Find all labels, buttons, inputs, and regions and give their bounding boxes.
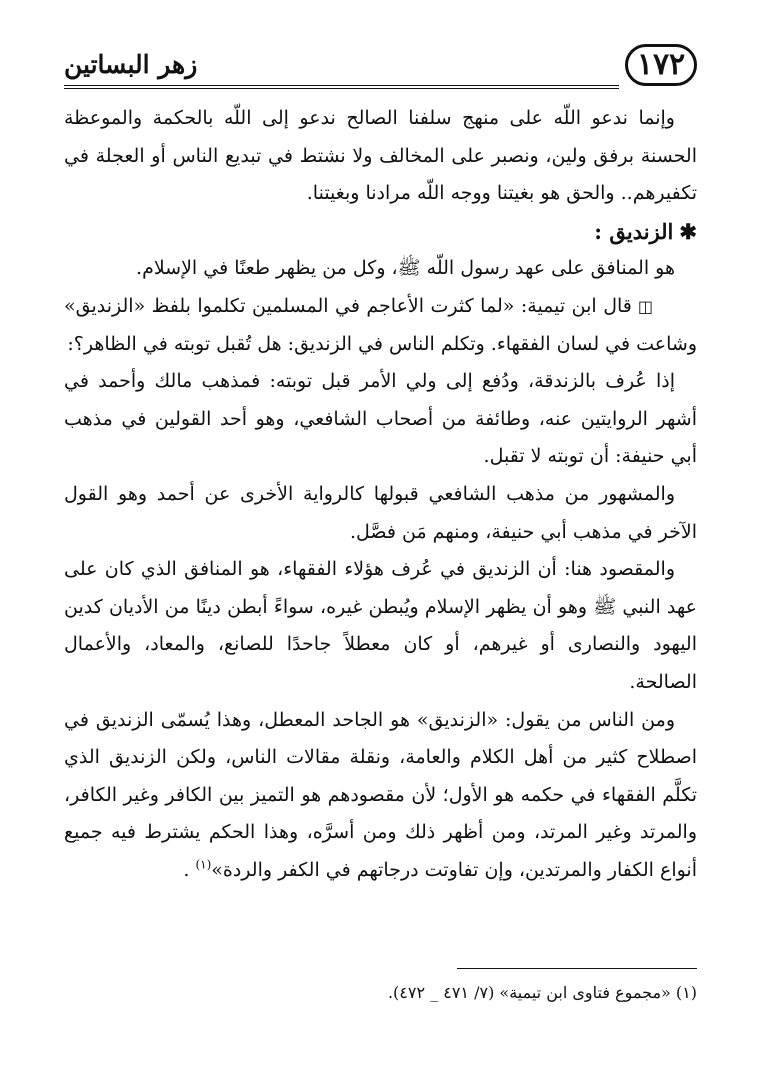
page-number: ١٧٢ [625, 44, 697, 86]
paragraph-conclusion [64, 702, 697, 890]
quote-marker-icon: ◫ [637, 296, 653, 316]
asterisk-icon: ✱ [679, 218, 697, 244]
footnote-divider [457, 968, 697, 969]
paragraph-definition: هو المنافق على عهد رسول اللّه ﷺ، وكل من يظهر طعنًا في الإسلام. [136, 257, 675, 280]
footnote-reference[interactable]: (١) [195, 857, 212, 872]
paragraph-quote-start [64, 288, 697, 363]
paragraph-repentance: إذا عُرف بالزندقة، ودُفع إلى ولي الأمر قبل توبته: فمذهب مالك وأحمد في أشهر الروايتين عنه، وطائفة من أصحاب الشافعي، وهو أحد القولين في مذهب أبي حنيفة: أن توبته لا تقبل. [64, 370, 697, 468]
page-body [64, 100, 697, 889]
paragraph-end-mark: . [183, 858, 196, 881]
paragraph-conclusion-text: ومن الناس من يقول: «الزنديق» هو الجاحد المعطل، وهذا يُسمّى الزنديق في اصطلاح كثير من أهل الكلام والعامة، ونقلة مقالات الناس، ولكن الزنديق الذي تكلَّم الفقهاء في حكمه هو الأول؛ لأن مقصودهم هو التميز بين الكافر وغير الكافر، والمرتد وغير المرتد، ومن أظهر ذلك ومن أسرَّه، وهذا الحكم يشترط فيه جميع أنواع الكفار والمرتدين، وإن تفاوتت درجاتهم في الكفر والردة» [64, 708, 697, 881]
header-divider [64, 85, 619, 89]
paragraph-quote-text: قال ابن تيمية: «لما كثرت الأعاجم في المسلمين تكلموا بلفظ «الزنديق» وشاعت في لسان الفقهاء. وتكلم الناس في الزنديق: هل تُقبل توبته في الظاهر؟: [64, 294, 697, 355]
paragraph-purpose: والمقصود هنا: أن الزنديق في عُرف هؤلاء الفقهاء، هو المنافق الذي كان على عهد النبي ﷺ وهو أن يظهر الإسلام ويُبطن غيره، سواءً أبطن دينًا من الأديان كدين اليهود والنصارى أو غيرهم، أو كان معطلاً جاحدًا للصانع، والمعاد، والأعمال الصالحة. [64, 558, 697, 693]
section-heading [64, 213, 697, 251]
book-title: زهر البساتين [64, 50, 198, 79]
footnote: (١) «مجموع فتاوى ابن تيمية» (٧/ ٤٧١ _ ٤٧٢). [387, 983, 697, 1002]
section-heading-text: الزنديق : [594, 218, 674, 244]
page-header [64, 44, 697, 90]
paragraph-intro: وإنما ندعو اللّه على منهج سلفنا الصالح ندعو إلى اللّه بالحكمة والموعظة الحسنة برفق ولين، ونصبر على المخالف ولا نشتط في تبديع الناس أو العجلة في تكفيرهم.. والحق هو بغيتنا ووجه اللّه مرادنا وبغيتنا. [64, 107, 697, 205]
paragraph-shafii: والمشهور من مذهب الشافعي قبولها كالرواية الأخرى عن أحمد وهو القول الآخر في مذهب أبي حنيفة، ومنهم مَن فصَّل. [64, 482, 697, 543]
